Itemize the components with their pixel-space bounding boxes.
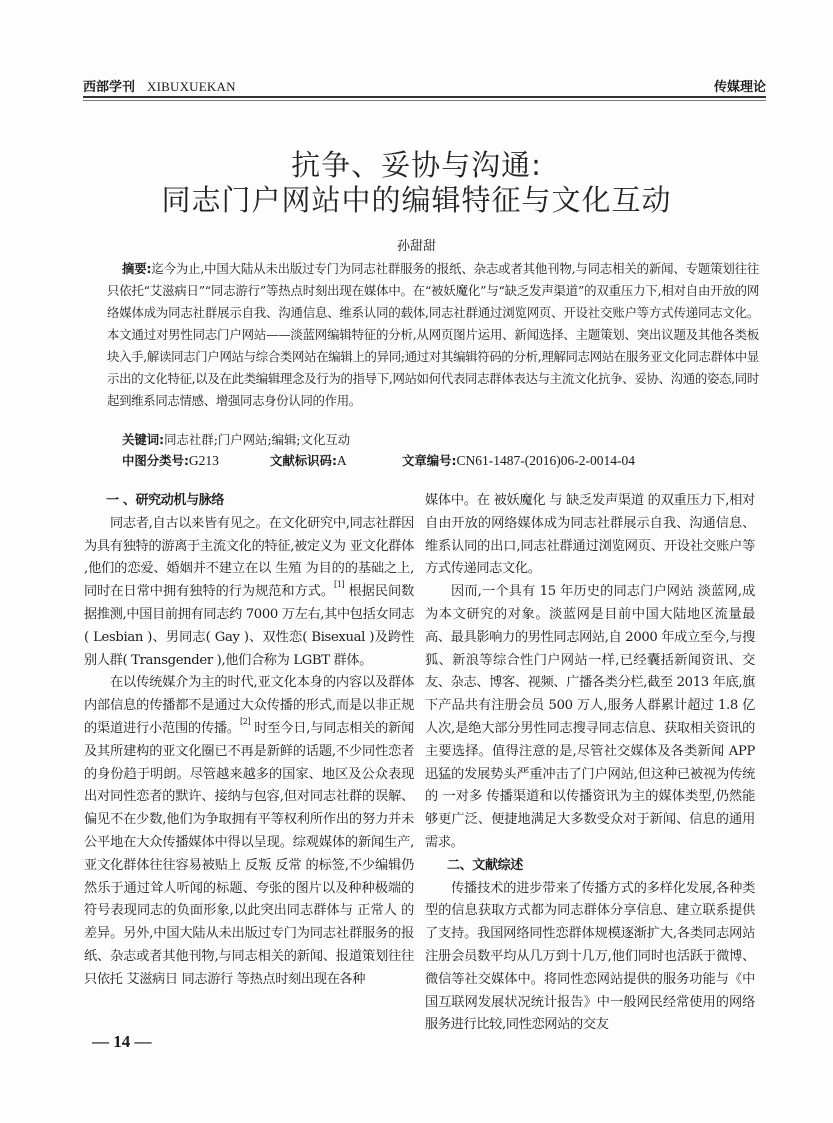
- doc-code-label: 文献标识码:: [270, 453, 337, 468]
- reference-marker: [2]: [239, 716, 251, 726]
- paragraph-text: 在以传统媒介为主的时代,亚文化本身的内容以及群体内部信息的传播都不是通过大众传播的形式,而是以非正规的渠道进行小范围的传播。: [84, 675, 414, 736]
- paragraph: 媒体中。在 被妖魔化 与 缺乏发声渠道 的双重压力下,相对自由开放的网络媒体成为同志社群展示自我、沟通信息、维系认同的出口,同志社群通过浏览网页、开设社交账户等方式传递同志文化。: [425, 493, 755, 577]
- section-heading-1: 一 、研究动机与脉络: [106, 493, 225, 508]
- journal-name-en: XIBUXUEKAN: [147, 79, 236, 94]
- section-heading-2: 二、文献综述: [447, 857, 523, 873]
- article-no-label: 文章编号:: [402, 453, 457, 468]
- reference-marker: [1]: [334, 580, 345, 590]
- clc-label: 中图分类号:: [122, 453, 189, 468]
- keywords: [122, 430, 350, 448]
- abstract: [107, 258, 759, 412]
- paragraph: 因而,一个具有 15 年历史的同志门户网站 淡蓝网,成为本文研究的对象。淡蓝网是目前中国大陆地区流量最高、最具影响力的男性同志网站,自 2000 年成立至今,与搜狐、新浪等综合性门户网站一样,已经囊括新闻资讯、交友、杂志、博客、视频、广播各类分栏,截至 2013 年底,旗下产品共有注册会员 500 万人,服务人群累计超过 1.8 亿人次,是绝大部分男性同志搜寻同志信息、获取相关资讯的主要选择。值得注意的是,尽管社交媒体及各类新闻 APP 迅猛的发展势头严重冲击了门户网站,但这种已被视为传统的 一对多 传播渠道和以传播资讯为主的媒体类型,仍然能够更广泛、便捷地满足大多数受众对于新闻、信息的通用需求。: [425, 584, 755, 850]
- abstract-label: 摘要:: [122, 261, 152, 276]
- doc-code-value: A: [336, 453, 347, 468]
- paragraph-text: 根据民间数据推测,中国目前拥有同志约 7000 万左右,其中包括女同志( Lesbian )、男同志( Gay )、双性恋( Bisexual )及跨性别人群( Transgender ),他们合称为 LGBT 群体。: [84, 584, 414, 668]
- paragraph: [84, 513, 414, 673]
- paragraph: [84, 672, 414, 991]
- page-number: — 14 —: [92, 1032, 152, 1051]
- body-column-right: [425, 490, 755, 1037]
- section-name: 传媒理论: [713, 80, 766, 95]
- paragraph: 传播技术的进步带来了传播方式的多样化发展,各种类型的信息获取方式都为同志群体分享信息、建立联系提供了支持。我国网络同性恋群体规模逐渐扩大,各类同志网站注册会员数平均从几万到十几万,他们同时也活跃于微博、微信等社交媒体中。将同性恋网站提供的服务功能与《中国互联网发展状况统计报告》中一般网民经常使用的网络服务进行比较,同性恋网站的交友: [425, 880, 755, 1033]
- header-rule-thin: [83, 100, 766, 101]
- keywords-value: 同志社群;门户网站;编辑;文化互动: [164, 432, 351, 447]
- abstract-text: 迄今为止,中国大陆从未出版过专门为同志社群服务的报纸、杂志或者其他刊物,与同志相关的新闻、专题策划往往只依托“艾滋病日”“同志游行”等热点时刻出现在媒体中。在“被妖魔化”与“缺乏发声渠道”的双重压力下,相对自由开放的网络媒体成为同志社群展示自我、沟通信息、维系认同的载体,同志社群通过浏览网页、开设社交账户等方式传递同志文化。本文通过对男性同志门户网站——淡蓝网编辑特征的分析,从网页图片运用、新闻选择、主题策划、突出议题及其他各类板块入手,解读同志门户网站与综合类网站在编辑上的异同;通过对其编辑符码的分析,理解同志网站在服务亚文化同志群体中显示出的文化特征,以及在此类编辑理念及行为的指导下,网站如何代表同志群体表达与主流文化抗争、妥协、沟通的姿态,同时起到维系同志情感、增强同志身份认同的作用。: [107, 261, 759, 408]
- article-no-value: CN61-1487-(2016)06-2-0014-04: [456, 453, 636, 468]
- journal-name: [83, 76, 236, 95]
- author: 孙甜甜: [396, 239, 436, 254]
- journal-name-cn: 西部学刊: [83, 80, 136, 95]
- paragraph-text: 同志者,自古以来皆有见之。在文化研究中,同志社群因为具有独特的游离于主流文化的特征,被定义为 亚文化群体 ,他们的恋爱、婚姻并不建立在以 生殖 为目的的基础之上,同时在日常中拥有独特的行为规范和方式。: [84, 515, 414, 600]
- header-rule-thick: [83, 96, 766, 98]
- running-header: [83, 76, 766, 96]
- paragraph-text: 时至今日,与同志相关的新闻及其所建构的亚文化圈已不再是新鲜的话题,不少同性恋者的身份趋于明朗。尽管越来越多的国家、地区及公众表现出对同性恋者的默许、接纳与包容,但对同志社群的误解、偏见不在少数,他们为争取拥有平等权利所作出的努力并未公平地在大众传播媒体中得以呈现。综观媒体的新闻生产,亚文化群体往往容易被贴上 反叛 反常 的标签,不少编辑仍然乐于通过耸人听闻的标题、夸张的图片以及种种极端的符号表现同志的负面形象,以此突出同志群体与 正常人 的差异。另外,中国大陆从未出版过专门为同志社群服务的报纸、杂志或者其他刊物,与同志相关的新闻、报道策划往往只依托 艾滋病日 同志游行 等热点时刻出现在各种: [84, 720, 414, 987]
- article-title-line1: 抗争、妥协与沟通:: [291, 148, 542, 182]
- article-title-line2: 同志门户网站中的编辑特征与文化互动: [161, 183, 672, 217]
- classification-line: [122, 451, 635, 469]
- clc-value: G213: [188, 453, 219, 468]
- keywords-label: 关键词:: [122, 432, 165, 447]
- body-column-left: [84, 490, 414, 992]
